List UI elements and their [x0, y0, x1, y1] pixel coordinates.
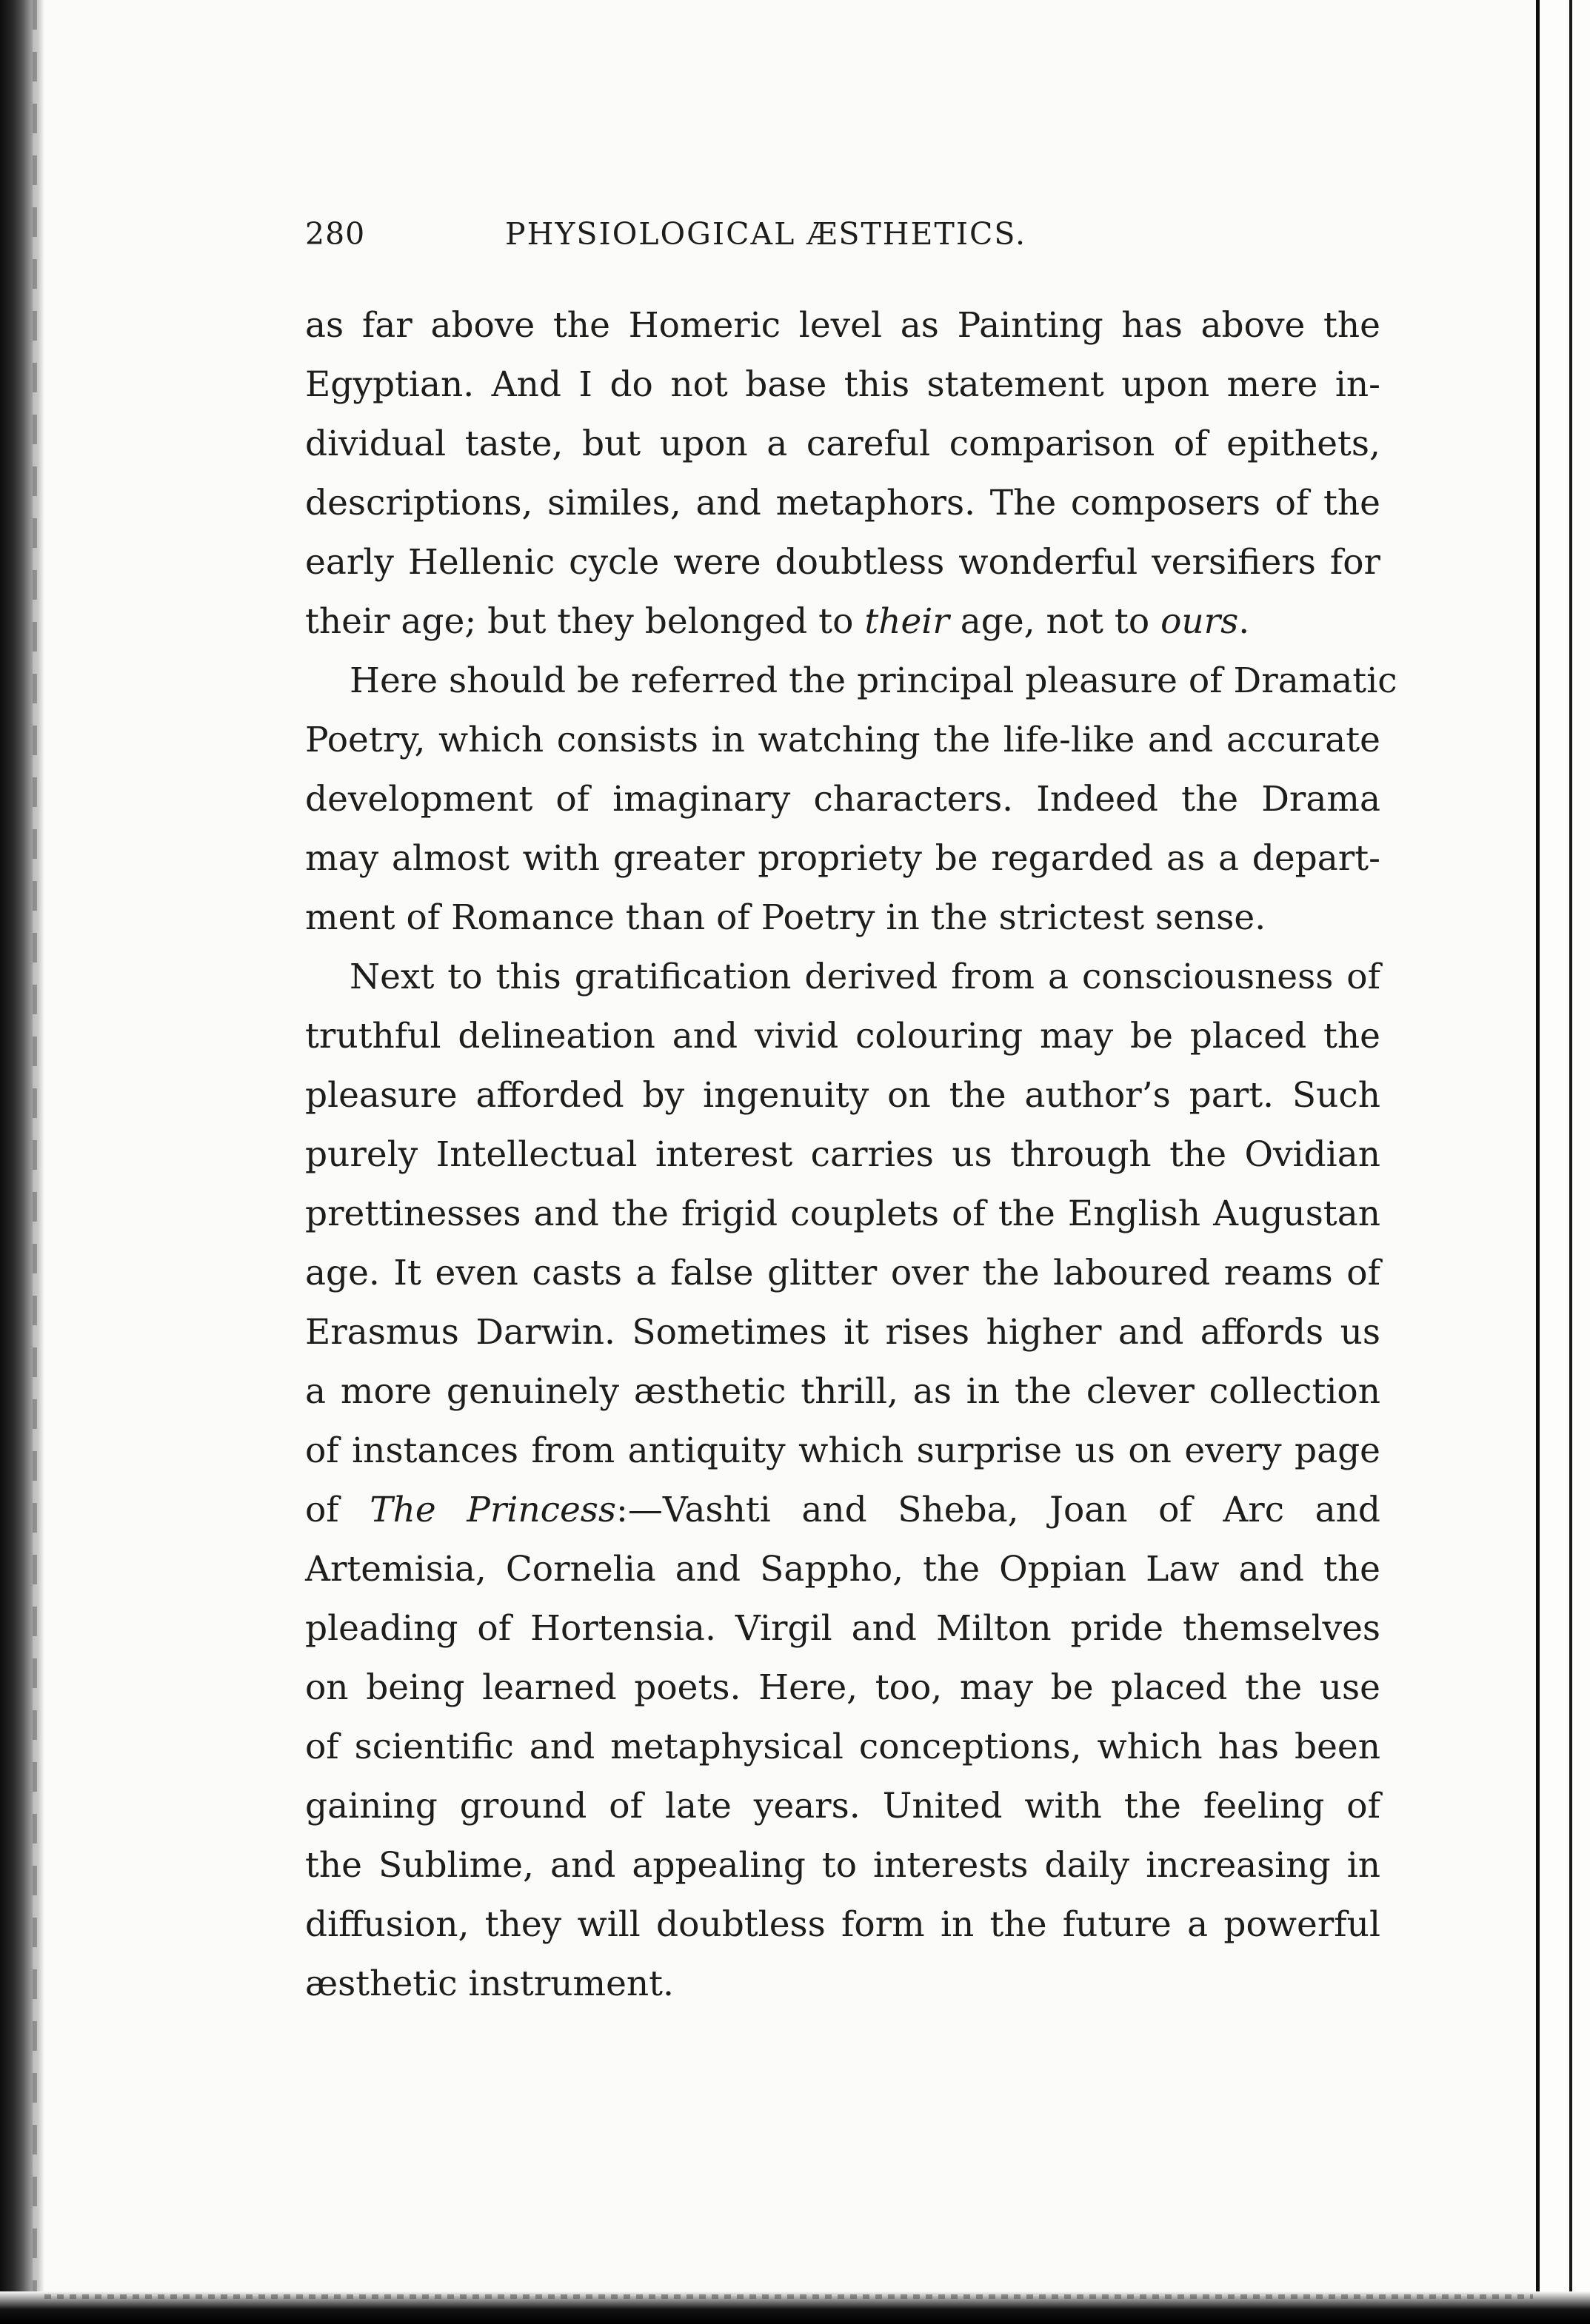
italic-run: The Princess	[370, 1490, 616, 1530]
text-line: as far above the Homeric level as Painting has above the	[305, 305, 1380, 346]
text-line	[305, 1481, 1380, 1540]
text-line: on being learned poets. Here, too, may be placed the use	[305, 1667, 1380, 1708]
text-line: æsthetic instrument.	[305, 1963, 674, 2004]
text-run: their age; but they belonged to	[305, 601, 865, 642]
running-head	[305, 216, 1380, 268]
bottom-edge-speckle	[44, 2294, 1533, 2299]
text-line: gaining ground of late years. United with the feeling of	[305, 1786, 1380, 1826]
text-line: Artemisia, Cornelia and Sappho, the Oppian Law and the	[305, 1549, 1380, 1590]
text-line: early Hellenic cycle were doubtless wonderful versifiers for	[305, 542, 1380, 583]
text-run: of	[305, 1490, 370, 1530]
text-line: age. It even casts a false glitter over the laboured reams of	[305, 1253, 1380, 1293]
page-binding-edge	[0, 0, 44, 2324]
text-line: of instances from antiquity which surprise us on every page	[305, 1430, 1380, 1471]
right-edge-rule	[1569, 0, 1572, 2324]
text-line: ment of Romance than of Poetry in the strictest sense.	[305, 897, 1266, 938]
text-line: a more genuinely æsthetic thrill, as in the clever collection	[305, 1371, 1380, 1412]
italic-run: ours	[1160, 601, 1239, 642]
text-line: truthful delineation and vivid colouring may be placed the	[305, 1016, 1380, 1056]
text-line: may almost with greater propriety be regarded as a depart-	[305, 838, 1380, 879]
text-line: Here should be referred the principal pleasure of Dramatic	[350, 660, 1397, 701]
text-line: prettinesses and the frigid couplets of the English Augustan	[305, 1193, 1380, 1234]
text-line: pleading of Hortensia. Virgil and Milton pride themselves	[305, 1608, 1380, 1649]
text-line: descriptions, similes, and metaphors. The composers of the	[305, 483, 1380, 523]
text-line: the Sublime, and appealing to interests daily increasing in	[305, 1845, 1380, 1886]
text-line: pleasure afforded by ingenuity on the author’s part. Such	[305, 1075, 1380, 1116]
text-line	[305, 592, 1380, 652]
text-run: .	[1238, 601, 1250, 642]
text-line: Poetry, which consists in watching the life-like and accurate	[305, 720, 1380, 760]
text-line: Erasmus Darwin. Sometimes it rises higher and affords us	[305, 1312, 1380, 1353]
italic-run: their	[864, 601, 949, 642]
text-line: dividual taste, but upon a careful comparison of epithets,	[305, 423, 1380, 464]
right-page-edge	[1536, 0, 1590, 2324]
text-line: of scientific and metaphysical conceptions, which has been	[305, 1727, 1380, 1767]
page-number: 280	[305, 216, 366, 252]
text-run: age, not to	[949, 601, 1161, 642]
text-line: Next to this gratification derived from a consciousness of	[350, 957, 1380, 997]
text-line: purely Intellectual interest carries us through the Ovidian	[305, 1134, 1380, 1175]
text-line: Egyptian. And I do not base this statement upon mere in-	[305, 364, 1380, 405]
text-run: :—Vashti and Sheba, Joan of Arc and	[616, 1490, 1380, 1530]
text-line: development of imaginary characters. Indeed the Drama	[305, 779, 1380, 820]
binding-stitch-marks	[33, 0, 37, 2324]
body-text	[305, 296, 1397, 2014]
running-title: PHYSIOLOGICAL ÆSTHETICS.	[505, 216, 1027, 252]
text-line: diffusion, they will doubtless form in the future a powerful	[305, 1904, 1380, 1945]
